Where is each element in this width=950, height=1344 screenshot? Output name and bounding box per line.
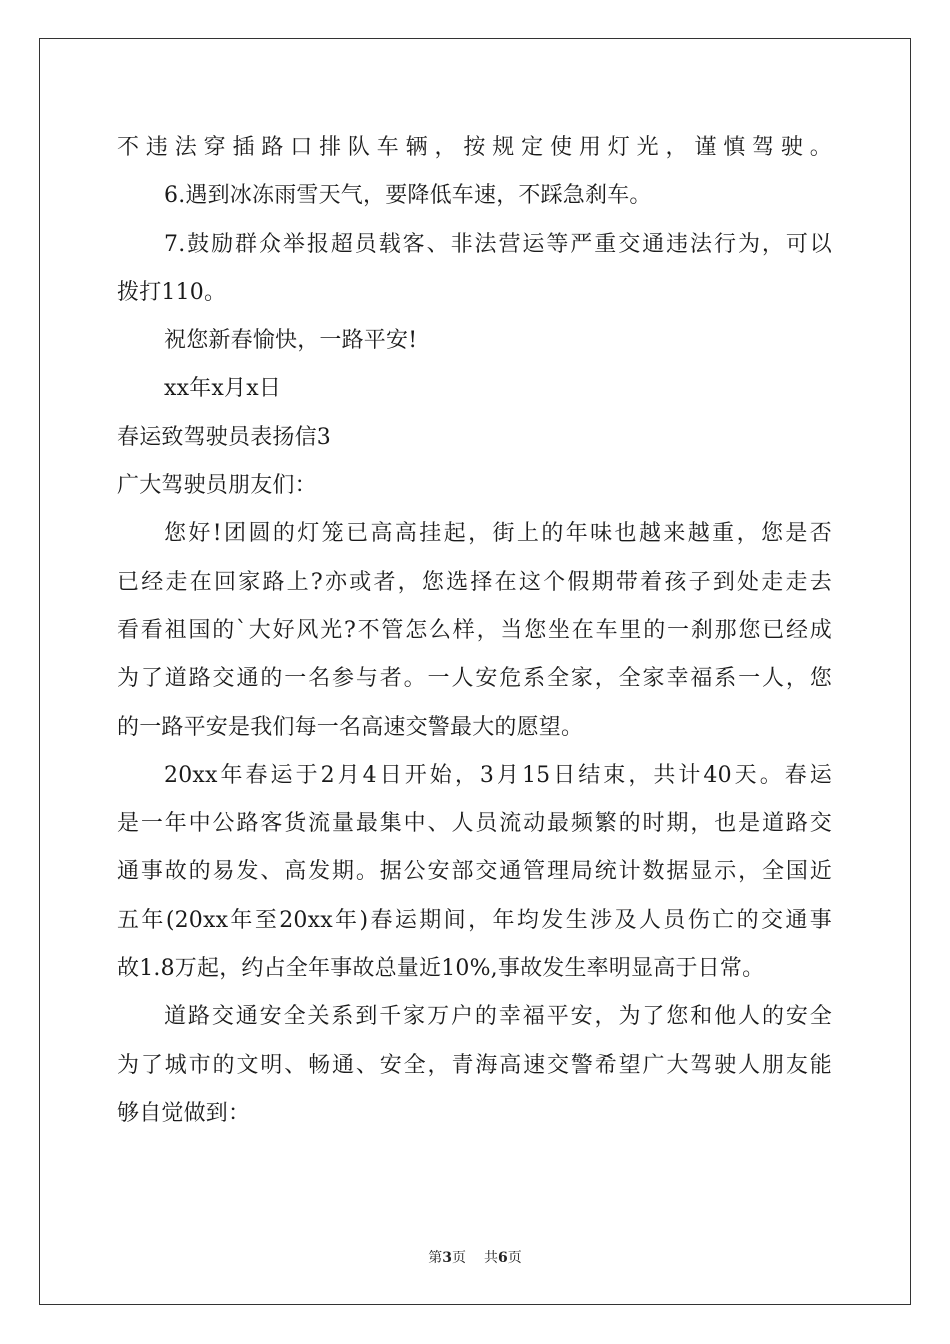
- page-total-prefix: 共: [484, 1250, 498, 1266]
- text-line: 不违法穿插路口排队车辆，按规定使用灯光，谨慎驾驶。: [117, 135, 832, 160]
- page-number-suffix: 页: [452, 1250, 466, 1266]
- page-number-total: 6: [498, 1250, 508, 1266]
- document-body: [117, 124, 832, 1138]
- page-footer: [0, 1247, 950, 1267]
- paragraph-line: 您好!团圆的灯笼已高高挂起，街上的年味也越来越重，您是否: [164, 521, 832, 547]
- paragraph-line: 是一年中公路客货流量最集中、人员流动最频繁的时期，也是道路交: [117, 811, 832, 837]
- page-total-suffix: 页: [507, 1250, 522, 1266]
- section-title: 春运致驾驶员表扬信3: [117, 424, 331, 450]
- paragraph-line: 20xx年春运于2月4日开始，3月15日结束，共计40天。春运: [164, 762, 832, 788]
- list-item-7: 7.鼓励群众举报超员载客、非法营运等严重交通违法行为，可以: [164, 231, 832, 257]
- paragraph-line: 道路交通安全关系到千家万户的幸福平安，为了您和他人的安全: [164, 1004, 832, 1030]
- paragraph-line: 通事故的易发、高发期。据公安部交通管理局统计数据显示，全国近: [117, 859, 832, 885]
- closing-greeting: 祝您新春愉快，一路平安!: [164, 328, 418, 354]
- paragraph-line: 看看祖国的`大好风光?不管怎么样，当您坐在车里的一刹那您已经成: [117, 617, 832, 643]
- paragraph-line: 为了城市的文明、畅通、安全，青海高速交警希望广大驾驶人朋友能: [117, 1052, 832, 1078]
- paragraph-line: 的一路平安是我们每一名高速交警最大的愿望。: [117, 714, 584, 740]
- paragraph-line: 五年(20xx年至20xx年)春运期间，年均发生涉及人员伤亡的交通事: [117, 907, 832, 933]
- paragraph-line: 为了道路交通的一名参与者。一人安危系全家，全家幸福系一人，您: [117, 666, 832, 692]
- text-line: 拨打110。: [117, 279, 227, 305]
- list-item-6: 6.遇到冰冻雨雪天气，要降低车速，不踩急刹车。: [164, 183, 652, 209]
- page-number-current: 3: [442, 1250, 452, 1266]
- paragraph-line: 已经走在回家路上?亦或者，您选择在这个假期带着孩子到处走走去: [117, 569, 832, 595]
- date-line: xx年x月x日: [164, 376, 282, 402]
- salutation: 广大驾驶员朋友们：: [117, 473, 317, 499]
- paragraph-line: 够自觉做到：: [117, 1100, 251, 1126]
- page-number-prefix: 第: [428, 1250, 443, 1266]
- paragraph-line: 故1.8万起，约占全年事故总量近10%,事故发生率明显高于日常。: [117, 956, 765, 982]
